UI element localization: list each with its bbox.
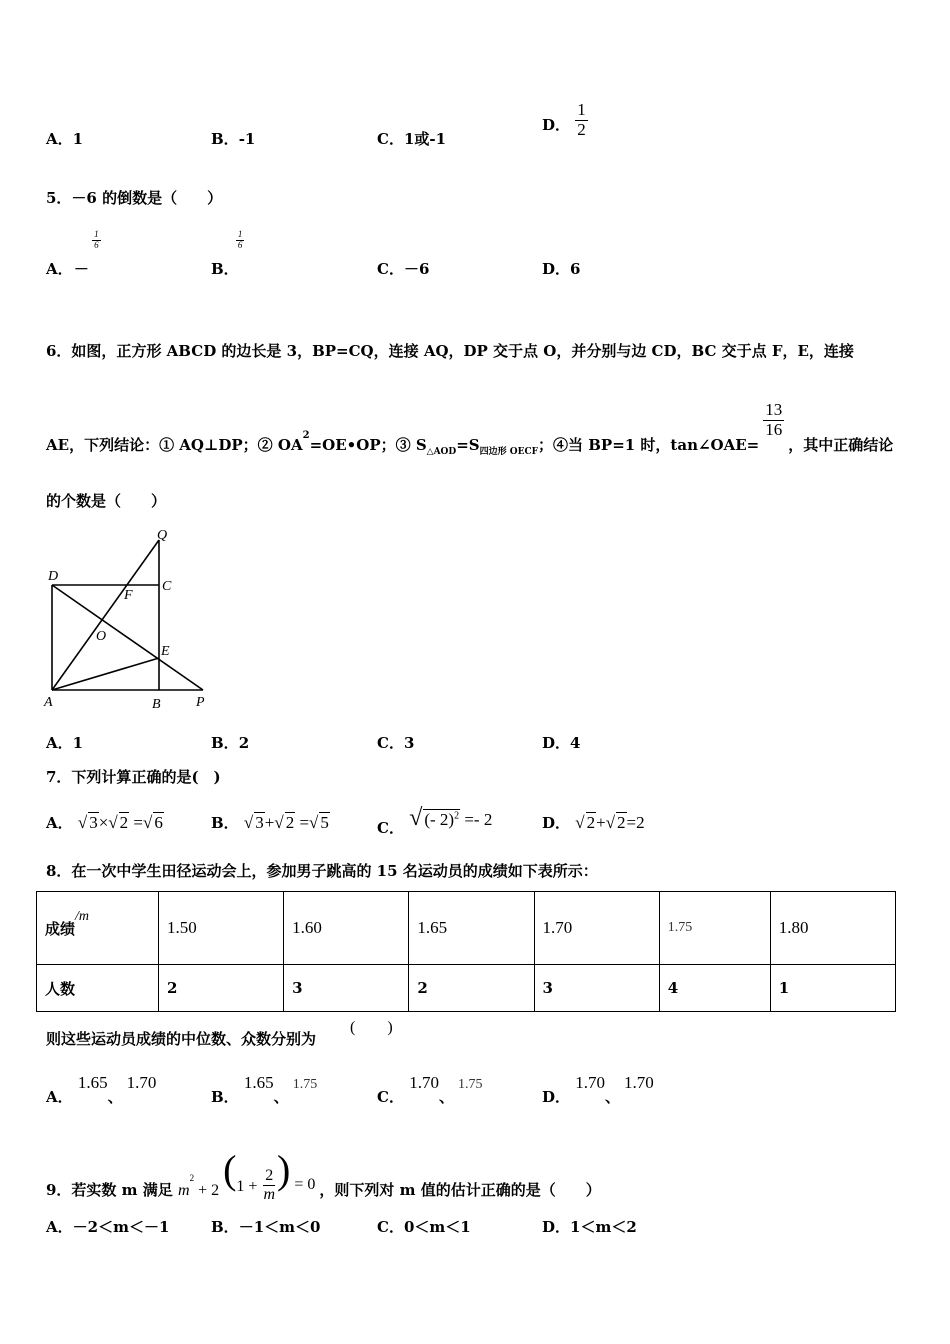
option-letter: A． bbox=[46, 734, 73, 752]
label-d: D bbox=[48, 569, 59, 584]
q8-answer-paren: ( ) bbox=[350, 1019, 393, 1036]
count-cell: 3 bbox=[284, 965, 409, 1012]
option-letter: C． bbox=[377, 260, 404, 278]
header-cell: 成绩/m bbox=[37, 892, 159, 965]
q5-option-a[interactable] bbox=[46, 228, 107, 278]
q8-option-a[interactable]: A． 1.65、1.70 bbox=[46, 1073, 157, 1106]
option-letter: B． bbox=[211, 260, 239, 278]
label-p: P bbox=[196, 695, 205, 710]
label-b: B bbox=[152, 697, 161, 712]
count-cell: 2 bbox=[409, 965, 534, 1012]
q4-option-a[interactable] bbox=[46, 128, 83, 149]
option-letter: A． bbox=[46, 130, 73, 148]
q5-option-d[interactable] bbox=[542, 258, 580, 279]
q5-option-c[interactable] bbox=[377, 258, 429, 279]
q7-option-b[interactable] bbox=[211, 812, 330, 833]
q6-stem-line2: AE，下列结论：① AQ⊥DP；② $OA^2=OE•OP$；③ $S_{\triangle AOD}=S_{四边形 OECF}$；④当 BP=1 时，tan∠OAE= $\frac{13}{16}$ ，其中正确结论 bbox=[46, 400, 894, 458]
scores-table bbox=[36, 891, 896, 1012]
expression: √ 2+√ 2=2 bbox=[575, 813, 645, 832]
option-text: 1 bbox=[72, 734, 84, 752]
count-cell: 4 bbox=[659, 965, 770, 1012]
q7-option-c[interactable] bbox=[377, 805, 493, 837]
q4-option-b[interactable] bbox=[211, 128, 255, 149]
q7-option-a[interactable] bbox=[46, 812, 164, 833]
q6-stem-line3: 的个数是（ ） bbox=[46, 492, 167, 510]
option-text: 0＜m＜1 bbox=[403, 1218, 471, 1236]
option-letter: D． bbox=[542, 116, 571, 135]
q4-option-c[interactable] bbox=[377, 128, 446, 149]
option-text: 1 bbox=[72, 130, 84, 148]
fraction: $\frac{1}{6}$ bbox=[94, 228, 99, 250]
tan-fraction: $\frac{13}{16}$ bbox=[765, 400, 783, 439]
q6-option-b[interactable] bbox=[211, 732, 249, 753]
line-ae bbox=[52, 658, 159, 690]
option-letter: A． bbox=[46, 1088, 73, 1106]
label-f: F bbox=[124, 588, 133, 603]
option-letter: A． bbox=[46, 260, 73, 278]
q7-stem: 7．下列计算正确的是( ) bbox=[46, 768, 221, 786]
score-cell: 1.75 bbox=[659, 892, 770, 965]
expression: √ 3×√ 2 =√ 6 bbox=[77, 813, 163, 832]
q6-option-c[interactable] bbox=[377, 732, 414, 753]
option-letter: B． bbox=[211, 814, 239, 832]
fraction: $\frac{1}{6}$ bbox=[237, 228, 243, 250]
option-letter: B． bbox=[211, 1088, 239, 1106]
option-letter: D． bbox=[542, 1218, 571, 1236]
line-aq bbox=[52, 540, 159, 690]
label-a: A bbox=[44, 695, 53, 710]
score-cell: 1.80 bbox=[770, 892, 895, 965]
label-o: O bbox=[96, 629, 107, 644]
score-cell: 1.60 bbox=[284, 892, 409, 965]
fraction: $\frac{1}{2}$ bbox=[577, 100, 586, 139]
option-letter: B． bbox=[211, 130, 239, 148]
option-letter: D． bbox=[542, 734, 571, 752]
label-q: Q bbox=[157, 528, 168, 543]
option-text: －6 bbox=[403, 260, 430, 278]
square-figure bbox=[40, 524, 220, 714]
q7-option-d[interactable] bbox=[542, 812, 645, 833]
table-row bbox=[37, 892, 896, 965]
count-cell: 2 bbox=[159, 965, 284, 1012]
option-letter: B． bbox=[211, 734, 239, 752]
q6-option-a[interactable] bbox=[46, 732, 83, 753]
fraction: $\frac{2}{m}$ bbox=[263, 1167, 276, 1203]
q4-option-d[interactable] bbox=[542, 101, 588, 139]
q9-option-c[interactable] bbox=[377, 1216, 471, 1237]
option-text: -1 bbox=[238, 130, 256, 148]
option-text: 4 bbox=[570, 734, 581, 752]
q9-option-b[interactable] bbox=[211, 1216, 320, 1237]
option-letter: C． bbox=[377, 734, 404, 752]
score-cell: 1.65 bbox=[409, 892, 534, 965]
q8-option-b[interactable]: B． 1.65、1.75 bbox=[211, 1073, 318, 1106]
q6-stem-line1: 6．如图，正方形 ABCD 的边长是 3，BP=CQ，连接 AQ，DP 交于点 O，并分别与边 CD，BC 交于点 F，E，连接 bbox=[46, 342, 854, 360]
option-text: 1＜m＜2 bbox=[570, 1218, 637, 1236]
q8-stem: 8．在一次中学生田径运动会上，参加男子跳高的 15 名运动员的成绩如下表所示： bbox=[46, 862, 598, 880]
option-letter: C． bbox=[377, 1218, 404, 1236]
q5-stem: 5．－6 的倒数是（ ） bbox=[46, 189, 223, 207]
q5-option-b[interactable] bbox=[211, 228, 252, 278]
q6-option-d[interactable] bbox=[542, 732, 580, 753]
option-letter: D． bbox=[542, 1088, 571, 1106]
q8-question: 则这些运动员成绩的中位数、众数分别为 bbox=[46, 1030, 317, 1048]
label-e: E bbox=[161, 644, 170, 659]
option-letter: D． bbox=[542, 260, 571, 278]
label-c: C bbox=[162, 579, 172, 594]
option-text: 1或-1 bbox=[403, 130, 447, 148]
option-letter: B． bbox=[211, 1218, 239, 1236]
option-letter: A． bbox=[46, 814, 73, 832]
q8-option-c[interactable]: C． 1.70、1.75 bbox=[377, 1073, 483, 1106]
q9-option-d[interactable] bbox=[542, 1216, 637, 1237]
option-letter: A． bbox=[46, 1218, 73, 1236]
option-letter: C． bbox=[377, 1088, 404, 1106]
count-cell: 3 bbox=[534, 965, 659, 1012]
equation: $m^2 + 2$ (1 + $\frac{2}{m}$ ) = 0 bbox=[178, 1147, 316, 1203]
option-text: －1＜m＜0 bbox=[238, 1218, 321, 1236]
table-row bbox=[37, 965, 896, 1012]
q9-stem: 9．若实数 m 满足 $m^2 + 2$ (1 + $\frac{2}{m}$ ) = 0 ，则下列对 m 值的估计正确的是（ ） bbox=[46, 1147, 601, 1203]
q8-option-d[interactable]: D． 1.70、1.70 bbox=[542, 1073, 654, 1106]
q9-option-a[interactable] bbox=[46, 1216, 169, 1237]
score-cell: 1.50 bbox=[159, 892, 284, 965]
count-label-cell: 人数 bbox=[37, 965, 159, 1012]
expression: √ (- 2)$^2$ =- 2 bbox=[409, 805, 493, 831]
option-text: 2 bbox=[238, 734, 250, 752]
option-letter: C． bbox=[377, 130, 404, 148]
score-cell: 1.70 bbox=[534, 892, 659, 965]
minus-sign: － bbox=[73, 260, 89, 278]
option-letter: C． bbox=[377, 819, 404, 837]
expression: √ 3+√ 2 =√ 5 bbox=[243, 813, 329, 832]
count-cell: 1 bbox=[770, 965, 895, 1012]
option-text: －2＜m＜－1 bbox=[72, 1218, 170, 1236]
option-letter: D． bbox=[542, 814, 571, 832]
option-text: 6 bbox=[570, 260, 581, 278]
option-text: 3 bbox=[403, 734, 415, 752]
